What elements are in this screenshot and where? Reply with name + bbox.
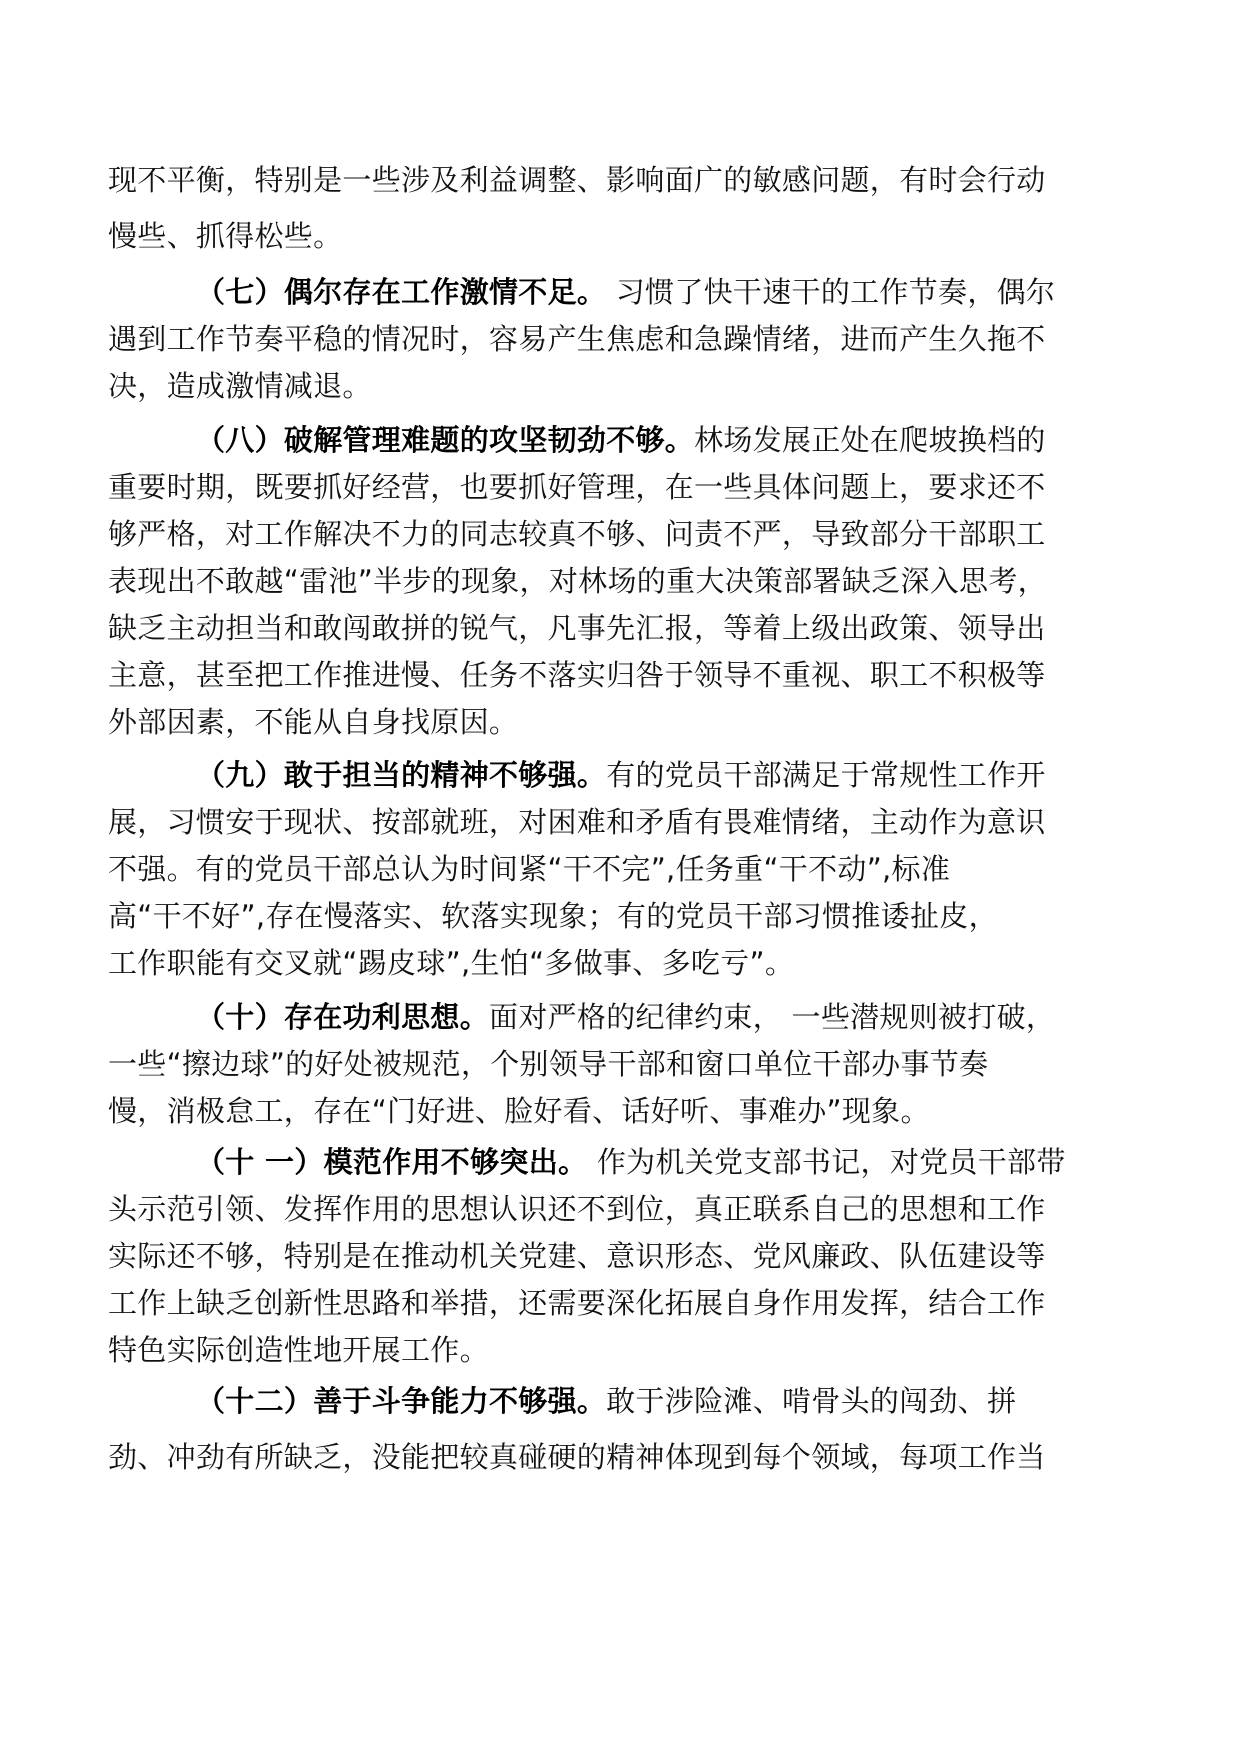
paragraph-line — [108, 1330, 489, 1370]
paragraph-line — [108, 1283, 1046, 1323]
paragraph-line — [108, 160, 1046, 200]
paragraph-line — [196, 1142, 1066, 1182]
line-text: 缺乏主动担当和敢闯敢拼的锐气，凡事先汇报，等着上级出政策、领导出 — [108, 611, 1046, 645]
line-text: 工作上缺乏创新性思路和举措，还需要深化拓展自身作用发挥，结合工作 — [108, 1286, 1046, 1320]
line-text: 头示范引领、发挥作用的思想认识还不到位，真正联系自己的思想和工作 — [108, 1192, 1046, 1226]
paragraph-line — [108, 608, 1046, 648]
line-text: 一些“擦边球”的好处被规范，个别领导干部和窗口单位干部办事节奏 — [108, 1047, 989, 1081]
line-text: 遇到工作节奏平稳的情况时，容易产生焦虑和急躁情绪，进而产生久拖不 — [108, 322, 1046, 356]
paragraph-line — [108, 1236, 1046, 1276]
paragraph-line — [196, 272, 1055, 312]
section-heading: （九）敢于担当的精神不够强。 — [196, 758, 607, 792]
line-text: 劲、冲劲有所缺乏，没能把较真碰硬的精神体现到每个领域，每项工作当 — [108, 1440, 1046, 1474]
paragraph-line — [108, 319, 1046, 359]
line-text: 够严格，对工作解决不力的同志较真不够、问责不严，导致部分干部职工 — [108, 517, 1046, 551]
line-text: 面对严格的纪律约束， 一些潜规则被打破， — [489, 1000, 1056, 1034]
section-heading: （十 一）模范作用不够突出。 — [196, 1145, 588, 1179]
paragraph-line — [108, 514, 1046, 554]
line-text: 特色实际创造性地开展工作。 — [108, 1333, 489, 1367]
paragraph-line — [108, 849, 950, 889]
line-text: 习惯了快干速干的工作节奏，偶尔 — [606, 275, 1056, 309]
paragraph-line — [108, 655, 1046, 695]
paragraph-line — [108, 366, 372, 406]
line-text: 工作职能有交叉就“踢皮球”,生怕“多做事、多吃亏”。 — [108, 946, 795, 980]
paragraph-line — [196, 420, 1046, 460]
line-text: 表现出不敢越“雷池”半步的现象，对林场的重大决策部署缺乏深入思考， — [108, 564, 1047, 598]
paragraph-line — [108, 1189, 1046, 1229]
line-text: 主意，甚至把工作推进慢、任务不落实归咎于领导不重视、职工不积极等 — [108, 658, 1046, 692]
paragraph-line — [108, 943, 794, 983]
line-text: 重要时期，既要抓好经营，也要抓好管理，在一些具体问题上，要求还不 — [108, 470, 1046, 504]
line-text: 外部因素，不能从自身找原因。 — [108, 705, 519, 739]
line-text: 林场发展正处在爬坡换档的 — [694, 423, 1046, 457]
line-text: 高“干不好”,存在慢落实、软落实现象；有的党员干部习惯推诿扯皮， — [108, 899, 998, 933]
paragraph-line — [108, 216, 342, 256]
line-text: 决，造成激情减退。 — [108, 369, 372, 403]
line-text: 敢于涉险滩、啃骨头的闯劲、拼 — [606, 1384, 1017, 1418]
paragraph-line — [108, 1091, 930, 1131]
paragraph-line — [196, 755, 1046, 795]
line-text: 慢些、抓得松些。 — [108, 219, 343, 253]
line-text: 展，习惯安于现状、按部就班，对困难和矛盾有畏难情绪，主动作为意识 — [108, 805, 1046, 839]
section-heading: （十）存在功利思想。 — [196, 1000, 490, 1034]
section-heading: （八）破解管理难题的攻坚韧劲不够。 — [196, 423, 695, 457]
paragraph-line — [108, 1437, 1046, 1477]
paragraph-line — [108, 802, 1046, 842]
section-heading: （十二）善于斗争能力不够强。 — [196, 1384, 607, 1418]
line-text: 有的党员干部满足于常规性工作开 — [606, 758, 1046, 792]
line-text: 实际还不够，特别是在推动机关党建、意识形态、党风廉政、队伍建设等 — [108, 1239, 1046, 1273]
line-text: 作为机关党支部书记，对党员干部带 — [587, 1145, 1066, 1179]
paragraph-line — [108, 467, 1046, 507]
section-heading: （七）偶尔存在工作激情不足。 — [196, 275, 607, 309]
paragraph-line — [196, 997, 1055, 1037]
paragraph-line — [108, 896, 998, 936]
line-text: 慢，消极怠工，存在“门好进、脸好看、话好听、事难办”现象。 — [108, 1094, 930, 1128]
line-text: 现不平衡，特别是一些涉及利益调整、影响面广的敏感问题，有时会行动 — [108, 163, 1046, 197]
line-text: 不强。有的党员干部总认为时间紧“干不完”,任务重“干不动”,标准 — [108, 852, 951, 886]
paragraph-line — [108, 1044, 988, 1084]
paragraph-line — [108, 561, 1047, 601]
paragraph-line — [108, 702, 518, 742]
paragraph-line — [196, 1381, 1016, 1421]
